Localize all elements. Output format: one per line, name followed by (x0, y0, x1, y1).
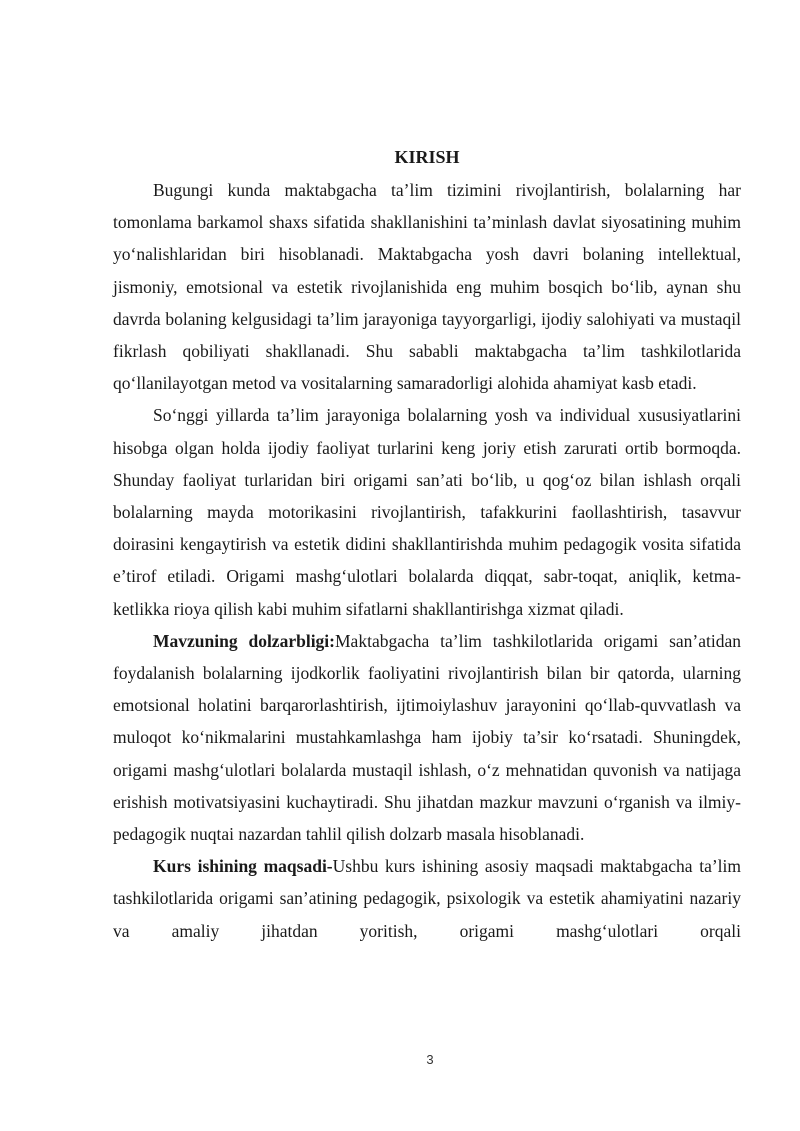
paragraph-lead: Mavzuning dolzarbligi: (153, 630, 335, 651)
paragraph-purpose (113, 850, 741, 947)
page-number: 3 (426, 1052, 434, 1067)
paragraph-text: Bugungi kunda maktabgacha ta’lim tizimini rivojlantirish, bolalarning har tomonlama barkamol shaxs sifatida shakllanishini ta’minlash davlat siyosatining muhim yo‘nalishlaridan biri hisoblanadi. Maktabgacha yosh davri bolaning intellektual, jismoniy, emotsional va estetik rivojlanishida eng muhim bosqich bo‘lib, aynan shu davrda bolaning kelgusidagi ta’lim jarayoniga tayyorgarligi, ijodiy salohiyati va mustaqil fikrlash qobiliyati shakllanadi. Shu sababli maktabgacha ta’lim tashkilotlarida qo‘llanilayotgan metod va vositalarning samaradorligi alohida ahamiyat kasb etadi. (113, 180, 741, 394)
section-title: KIRISH (394, 147, 460, 167)
paragraph-text: So‘nggi yillarda ta’lim jarayoniga bolalarning yosh va individual xususiyatlarini hisobga olgan holda ijodiy faoliyat turlarini keng joriy etish zarurati ortib bormoqda. Shunday faoliyat turlaridan biri origami san’ati bo‘lib, u qog‘oz bilan ishlash orqali bolalarning mayda motorikasini rivojlantirish, tafakkurini faollashtirish, tasavvur doirasini kengaytirish va estetik didini shakllantirishda muhim pedagogik vosita sifatida e’tirof etiladi. Origami mashg‘ulotlari bolalarda diqqat, sabr-toqat, aniqlik, ketma-ketlikka rioya qilish kabi muhim sifatlarni shakllantirishga xizmat qiladi. (113, 405, 741, 619)
paragraph-recent-years (113, 399, 741, 624)
paragraph-intro (113, 174, 741, 399)
page-content (113, 144, 741, 947)
paragraph-text: Ushbu kurs ishining asosiy maqsadi maktabgacha ta’lim tashkilotlarida origami san’atining pedagogik, psixologik va estetik ahamiyatini nazariy va amaliy jihatdan yoritish, origami mashg‘ulotlari orqali (113, 856, 742, 941)
paragraph-lead: Kurs ishining maqsadi- (153, 856, 333, 877)
paragraph-relevance (113, 625, 741, 850)
paragraph-text: Maktabgacha ta’lim tashkilotlarida origami san’atidan foydalanish bolalarning ijodkorlik faoliyatini rivojlantirish bilan bir qatorda, ularning emotsional holatini barqarorlashtirish, ijtimoiylashuv jarayonini qo‘llab-quvvatlash va muloqot ko‘nikmalarini mustahkamlashga ham ijobiy ta’sir ko‘rsatadi. Shuningdek, origami mashg‘ulotlari bolalarda mustaqil ishlash, o‘z mehnatidan quvonish va natijaga erishish motivatsiyasini kuchaytiradi. Shu jihatdan mazkur mavzuni o‘rganish va ilmiy-pedagogik nuqtai nazardan tahlil qilish dolzarb masala hisoblanadi. (113, 630, 741, 845)
